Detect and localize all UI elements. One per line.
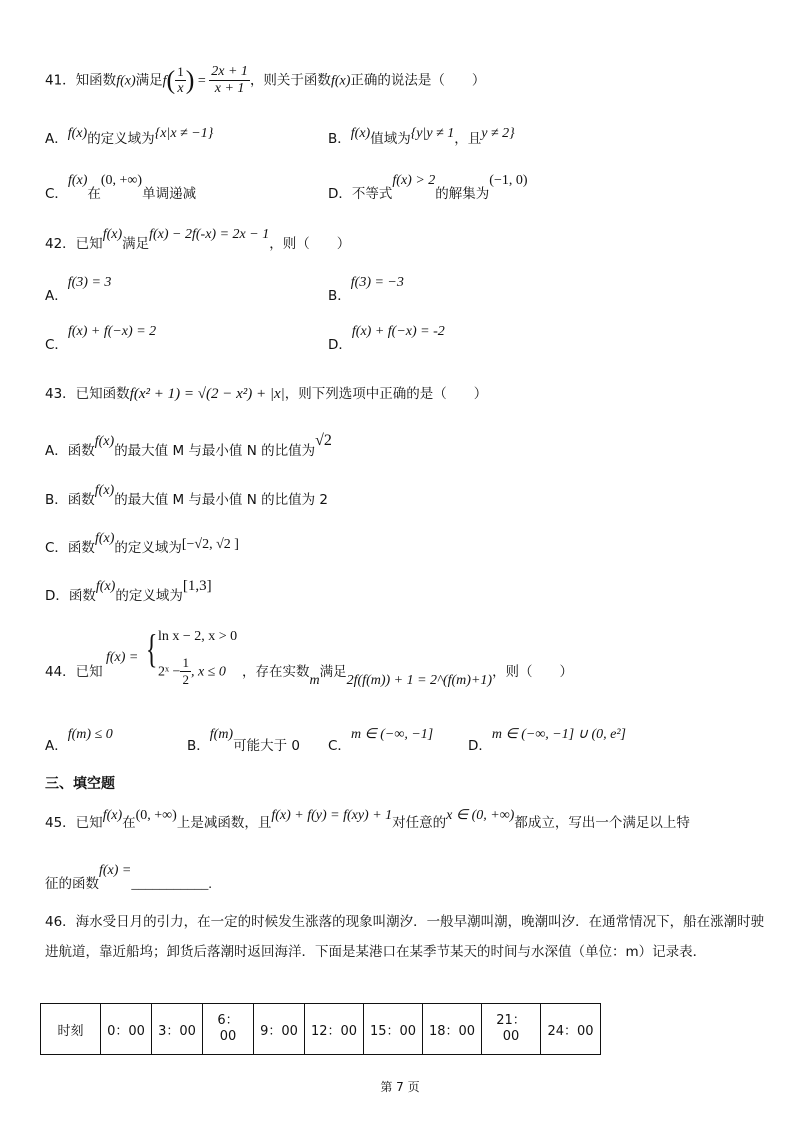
q41-fx: f(x)	[116, 73, 136, 89]
q45-fx: f(x)	[102, 808, 123, 823]
q41-lparen: (	[166, 65, 176, 95]
q44-stem-rest	[242, 660, 573, 689]
section-title-fill-in: 三、填空题	[45, 776, 115, 792]
table-cell: 24：00	[541, 1004, 601, 1055]
q44-piece-lhs: f(x) =	[106, 650, 139, 665]
q41-stem	[45, 64, 485, 97]
q43-stem-pre: 43．已知函数	[45, 386, 130, 402]
q44-brace: {	[145, 626, 158, 671]
q43-option-d	[45, 578, 212, 604]
q42-d-math: f(x) + f(−x) = -2	[351, 324, 445, 339]
q44-c-label: C．	[328, 738, 351, 754]
q43-d-text: 的定义域为	[115, 588, 183, 604]
q42-fx: f(x)	[102, 227, 123, 242]
q44-piece-2-frac	[180, 655, 191, 688]
q43-d-val: [1,3]	[182, 578, 212, 594]
q44-piece-2	[158, 655, 226, 688]
q43-b-fx: f(x)	[94, 483, 115, 498]
q41-stem-post2: 正确的说法是（ ）	[350, 72, 486, 89]
q44-piece-2-den: 2	[182, 672, 189, 687]
q41-rhs-num: 2x + 1	[211, 64, 248, 79]
q45-t1: 在	[122, 815, 136, 831]
q41-b-text: 值域为	[370, 131, 411, 147]
q44-piece-1: ln x − 2, x > 0	[158, 629, 238, 644]
q44-option-d	[468, 726, 626, 754]
q41-b-cond: y ≠ 2}	[481, 126, 515, 141]
q43-c-val: [−√2, √2 ]	[181, 537, 239, 552]
q42-b-label: B．	[328, 288, 351, 304]
q43-option-c	[45, 530, 239, 556]
q43-c-fx: f(x)	[94, 531, 115, 546]
q42-a-label: A．	[45, 288, 68, 304]
q42-b-math: f(3) = −3	[350, 275, 404, 290]
q44-stem-pre: 44．已知	[45, 664, 103, 680]
q43-option-a	[45, 432, 332, 459]
q43-a-fx: f(x)	[94, 434, 115, 449]
q43-a-text: 的最大值 M 与最小值 N 的比值为	[114, 443, 316, 459]
q42-stem-pre: 42．已知	[45, 236, 103, 252]
q41-a-set: {x|x ≠ −1}	[154, 126, 214, 141]
q42-stem	[45, 226, 350, 252]
q44-b-math: f(m)	[209, 727, 234, 742]
q44-stem-mid: ，存在实数	[242, 664, 310, 680]
q41-a-math: f(x)	[67, 126, 88, 141]
q41-rhs-frac	[209, 64, 250, 97]
q42-c-math: f(x) + f(−x) = 2	[67, 324, 157, 339]
q43-d-label: D．函数	[45, 588, 96, 604]
q41-rparen: )	[185, 65, 195, 95]
q41-option-c	[45, 172, 196, 202]
q41-lhs-frac	[175, 64, 186, 97]
q43-c-label: C．函数	[45, 540, 95, 556]
q41-lhs-f: f	[162, 73, 167, 89]
q44-option-a	[45, 726, 113, 754]
table-cell: 9：00	[254, 1004, 305, 1055]
q45-equation: f(x) + f(y) = f(xy) + 1	[271, 808, 393, 823]
q45-interval: (0, +∞)	[135, 808, 177, 823]
q45-t2: 上是减函数，且	[176, 815, 272, 831]
q44-piece-2b: , x ≤ 0	[190, 664, 226, 680]
q41-lhs-den: x	[177, 81, 184, 96]
q44-d-label: D．	[468, 738, 492, 754]
q44-option-b	[187, 726, 300, 754]
q43-b-label: B．函数	[45, 492, 95, 508]
q41-rhs-den: x + 1	[214, 81, 245, 96]
q45-stem-pre: 45．已知	[45, 815, 103, 831]
table-cell: 21： 00	[482, 1004, 541, 1055]
q42-option-a	[45, 274, 111, 304]
q44-equation: 2f(f(m)) + 1 = 2^(f(m)+1)	[346, 673, 493, 688]
q44-d-math: m ∈ (−∞, −1] ∪ (0, e²]	[491, 727, 626, 742]
q44-piece-2-num: 1	[182, 655, 189, 670]
q44-stem-label	[45, 660, 103, 680]
q41-d-math: f(x) > 2	[392, 173, 436, 188]
q41-option-b	[328, 125, 515, 147]
q41-c-label: C．	[45, 186, 68, 202]
q42-stem-post: ，则（ ）	[269, 236, 351, 252]
q41-a-text: 的定义域为	[87, 131, 155, 147]
q42-c-label: C．	[45, 337, 68, 353]
page-footer: 第 7 页	[380, 1080, 420, 1094]
q44-a-math: f(m) ≤ 0	[67, 727, 113, 742]
q45-t3: 对任意的	[392, 815, 447, 831]
q44-c-math: m ∈ (−∞, −1]	[350, 727, 434, 742]
q45-line2-math: f(x) =	[99, 863, 132, 878]
tide-table	[40, 1003, 601, 1055]
q41-b-text2: ，且	[454, 131, 482, 147]
q42-d-label: D．	[328, 337, 352, 353]
q43-c-text: 的定义域为	[114, 540, 182, 556]
q45-line2	[45, 862, 212, 893]
q41-c-interval: (0, +∞)	[100, 173, 143, 188]
q41-d-interval: (−1, 0)	[489, 173, 528, 188]
q41-stem-pre: 41．知函数	[45, 72, 117, 89]
table-cell: 12：00	[305, 1004, 364, 1055]
q43-b-text: 的最大值 M 与最小值 N 的比值为 2	[114, 492, 328, 508]
table-cell: 18：00	[423, 1004, 482, 1055]
q42-equation: f(x) − 2f(-x) = 2x − 1	[149, 227, 270, 242]
table-row	[41, 1004, 601, 1055]
q45-cond: x ∈ (0, +∞)	[446, 808, 515, 823]
q42-option-d	[328, 323, 445, 353]
q42-option-b	[328, 274, 404, 304]
q41-lhs-num: 1	[177, 64, 184, 79]
q44-piece-2a: 2ˣ −	[158, 664, 181, 680]
q44-option-c	[328, 726, 433, 754]
q44-b-text: 可能大于 0	[233, 738, 300, 754]
q41-stem-mid: 满足	[135, 72, 163, 89]
q41-b-math: f(x)	[350, 126, 371, 141]
q43-stem	[45, 382, 487, 403]
table-header-cell: 时刻	[41, 1004, 101, 1055]
q42-option-c	[45, 323, 156, 353]
q45-line2-pre: 征的函数	[45, 876, 99, 892]
q43-stem-post: ，则下列选项中正确的是（ ）	[284, 386, 488, 402]
q41-eq-sign: =	[194, 73, 210, 89]
q43-a-val: √2	[315, 432, 332, 449]
q42-stem-mid: 满足	[122, 236, 150, 252]
q41-a-label: A．	[45, 131, 68, 147]
q44-b-label: B．	[187, 738, 210, 754]
q45-t4: 都成立，写出一个满足以上特	[514, 815, 690, 831]
q41-b-set: {y|y ≠ 1	[410, 126, 455, 141]
q41-fx2: f(x)	[330, 73, 351, 89]
q41-b-label: B．	[328, 131, 351, 147]
q44-stem-mid2: 满足	[319, 664, 347, 680]
q43-equation: f(x² + 1) = √(2 − x²) + |x|	[129, 386, 285, 402]
q41-c-text1: 在	[87, 186, 101, 202]
q43-option-b	[45, 482, 328, 508]
table-cell: 6： 00	[203, 1004, 254, 1055]
table-cell: 0：00	[101, 1004, 152, 1055]
table-cell: 3：00	[152, 1004, 203, 1055]
q41-d-text: 的解集为	[435, 186, 490, 202]
q41-d-label: D．不等式	[328, 186, 393, 202]
q45-answer-blank[interactable]: ___________.	[131, 877, 212, 892]
q43-d-fx: f(x)	[95, 579, 116, 594]
q42-a-math: f(3) = 3	[67, 275, 112, 290]
q44-stem-post: ，则（ ）	[492, 664, 574, 680]
q41-c-math: f(x)	[67, 173, 88, 188]
q46-paragraph: 46．海水受日月的引力，在一定的时候发生涨落的现象叫潮汐．一般早潮叫潮，晚潮叫汐．在通常情况下，船在涨潮时驶进航道，靠近船坞；卸货后落潮时返回海洋．下面是某港口在某季节某天的时间与水深值（单位：m）记录表．	[45, 914, 765, 960]
q45-line1	[45, 807, 690, 831]
q41-c-text2: 单调递减	[142, 186, 197, 202]
table-cell: 15：00	[364, 1004, 423, 1055]
q41-option-a	[45, 125, 213, 147]
q44-m: m	[309, 673, 320, 688]
q41-option-d	[328, 172, 528, 202]
q44-a-label: A．	[45, 738, 68, 754]
q41-stem-post: ，则关于函数	[249, 72, 331, 89]
q43-a-label: A．函数	[45, 443, 95, 459]
